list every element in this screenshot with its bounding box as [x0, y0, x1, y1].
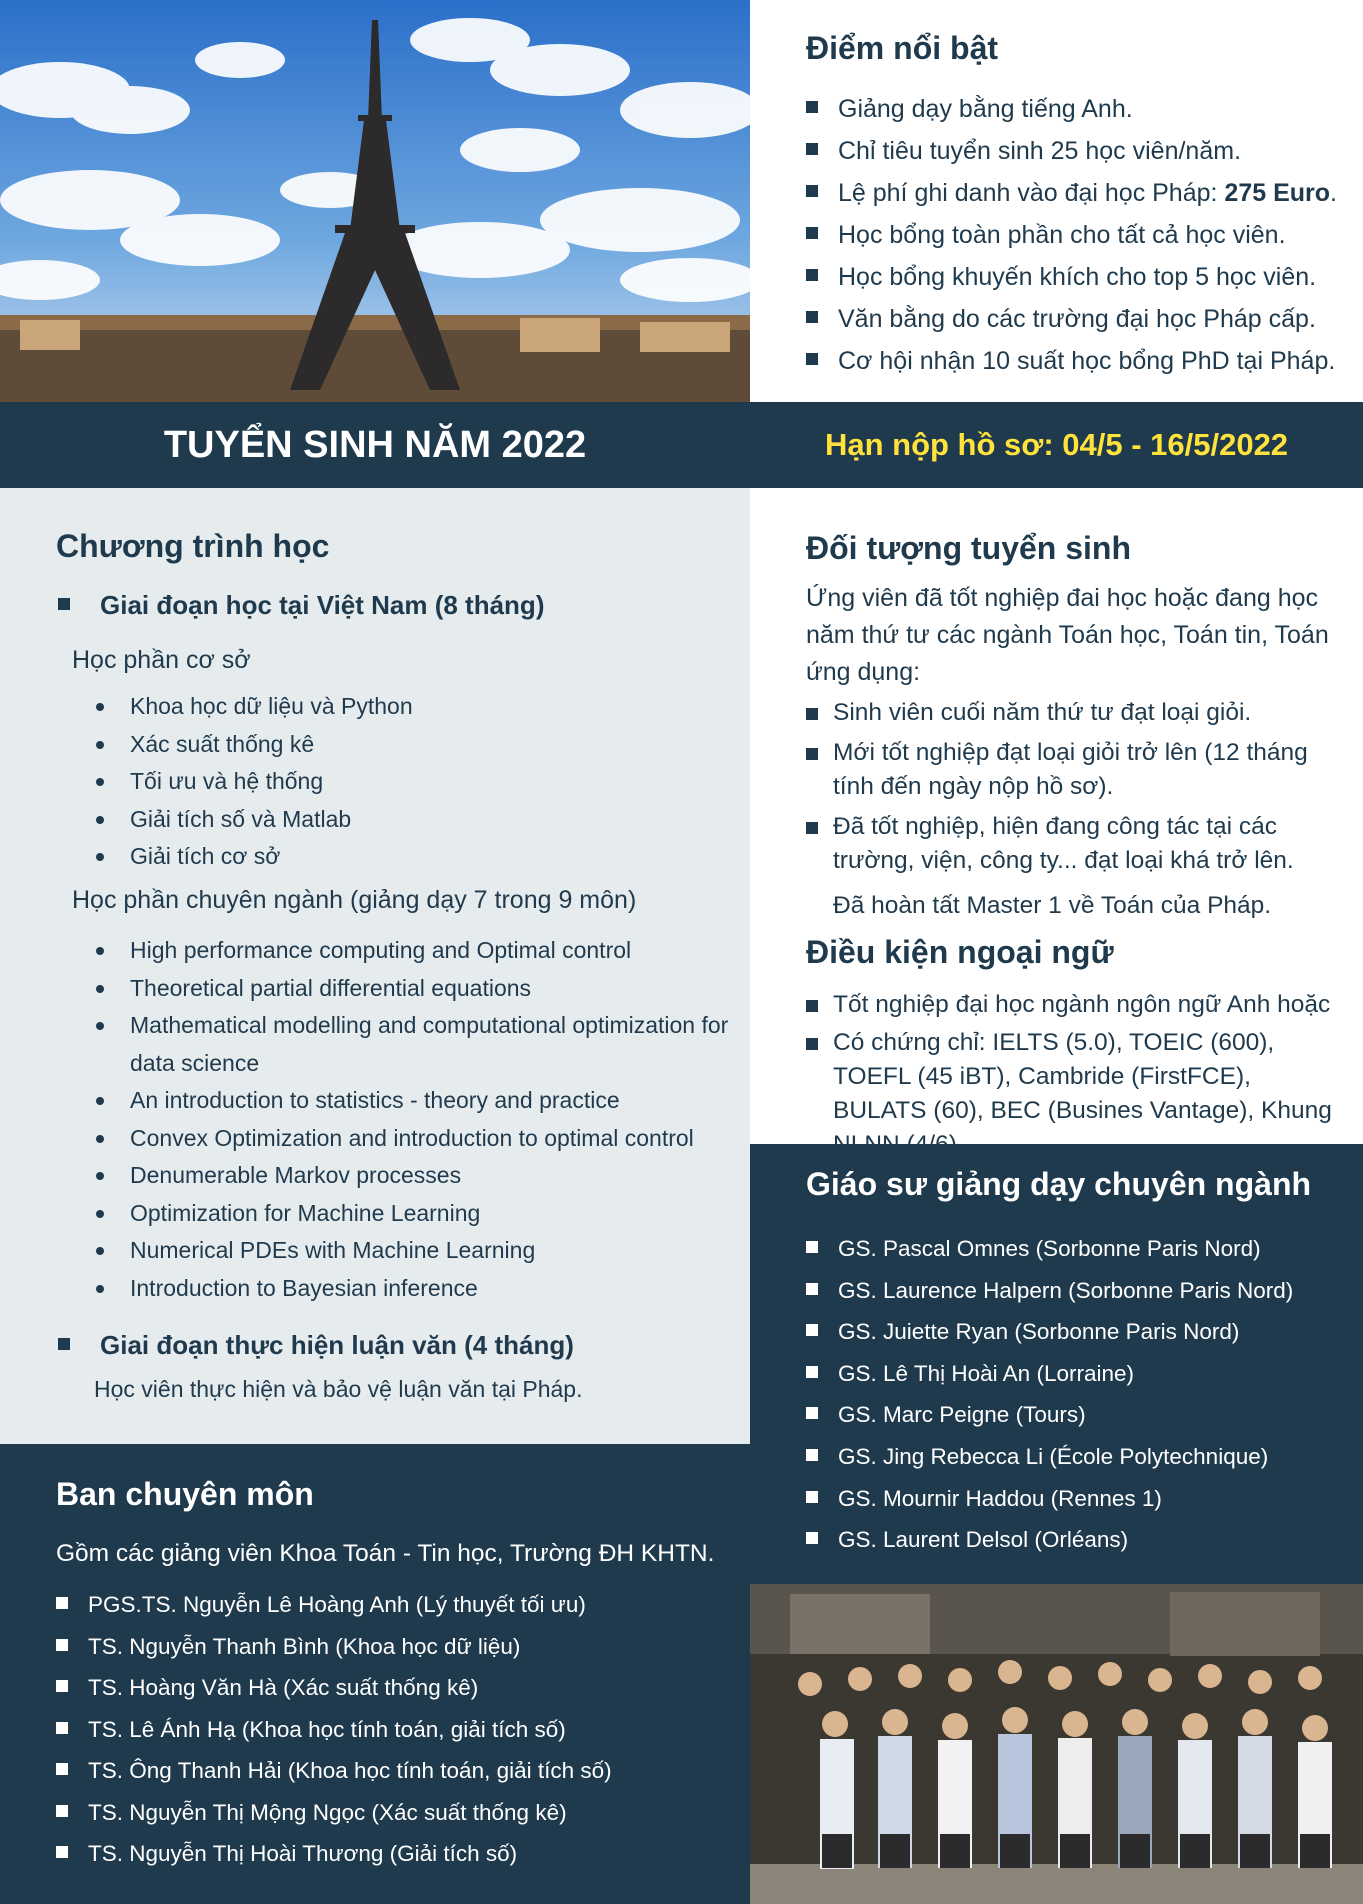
committee-list	[56, 1584, 612, 1875]
professor-item: GS. Laurent Delsol (Orléans)	[806, 1519, 1293, 1561]
course-item: Numerical PDEs with Machine Learning	[92, 1232, 742, 1270]
course-item: Denumerable Markov processes	[92, 1157, 742, 1195]
base-modules-heading: Học phần cơ sở	[72, 646, 251, 674]
committee-item: TS. Nguyễn Thị Hoài Thương (Giải tích số)	[56, 1833, 612, 1875]
professors-title: Giáo sư giảng dạy chuyên ngành	[806, 1166, 1312, 1202]
square-bullet-icon	[806, 1324, 818, 1336]
phase-2-heading: Giai đoạn thực hiện luận văn (4 tháng)	[58, 1330, 574, 1361]
curriculum-title: Chương trình học	[56, 528, 330, 564]
curriculum-section	[0, 488, 750, 1444]
square-bullet-icon	[806, 1283, 818, 1295]
square-bullet-icon	[806, 227, 818, 239]
square-bullet-icon	[806, 1449, 818, 1461]
professor-item: GS. Juiette Ryan (Sorbonne Paris Nord)	[806, 1311, 1293, 1353]
professors-list	[806, 1228, 1293, 1561]
banner-title: TUYỂN SINH NĂM 2022	[163, 424, 587, 466]
course-item: Giải tích số và Matlab	[92, 801, 742, 839]
committee-item: TS. Nguyễn Thị Mộng Ngọc (Xác suất thống kê)	[56, 1792, 612, 1834]
highlight-item: Học bổng khuyến khích cho top 5 học viên.	[806, 256, 1351, 298]
highlight-item: Chỉ tiêu tuyển sinh 25 học viên/năm.	[806, 130, 1351, 172]
square-bullet-icon	[806, 185, 818, 197]
square-bullet-icon	[806, 1038, 818, 1050]
language-item: Có chứng chỉ: IELTS (5.0), TOEIC (600), TOEFL (45 iBT), Cambride (FirstFCE), BULATS (60), BEC (Busines Vantage), Khung	[806, 1026, 1348, 1162]
square-bullet-icon	[56, 1597, 68, 1609]
course-item: Giải tích cơ sở	[92, 838, 742, 876]
professor-item: GS. Pascal Omnes (Sorbonne Paris Nord)	[806, 1228, 1293, 1270]
eligibility-item: Sinh viên cuối năm thứ tư đạt loại giỏi.	[806, 696, 1346, 730]
eligibility-item: Mới tốt nghiệp đạt loại giỏi trở lên (12 tháng tính đến ngày nộp hồ sơ).	[806, 736, 1346, 804]
highlight-item: Văn bằng do các trường đại học Pháp cấp.	[806, 298, 1351, 340]
professor-item: GS. Laurence Halpern (Sorbonne Paris Nord)	[806, 1270, 1293, 1312]
professor-item: GS. Lê Thị Hoài An (Lorraine)	[806, 1353, 1293, 1395]
professor-item: GS. Mournir Haddou (Rennes 1)	[806, 1478, 1293, 1520]
eligibility-extra: Đã hoàn tất Master 1 về Toán của Pháp.	[833, 892, 1272, 919]
professors-section	[750, 1144, 1363, 1584]
group-photo-illustration	[750, 1584, 1363, 1904]
square-bullet-icon	[56, 1722, 68, 1734]
highlight-item-fee: Lệ phí ghi danh vào đại học Pháp: 275 Euro.	[806, 172, 1351, 214]
square-bullet-icon	[806, 101, 818, 113]
language-title: Điều kiện ngoại ngữ	[806, 934, 1114, 970]
square-bullet-icon	[806, 353, 818, 365]
course-item: Mathematical modelling and computational optimization for data science	[92, 1007, 742, 1082]
banner-deadline: Hạn nộp hồ sơ: 04/5 - 16/5/2022	[824, 427, 1289, 462]
square-bullet-icon	[806, 1000, 818, 1012]
square-bullet-icon	[806, 311, 818, 323]
group-photo	[750, 1584, 1363, 1904]
course-item: Theoretical partial differential equations	[92, 970, 742, 1008]
square-bullet-icon	[58, 1338, 70, 1350]
square-bullet-icon	[56, 1846, 68, 1858]
committee-intro: Gồm các giảng viên Khoa Toán - Tin học, Trường ĐH KHTN.	[56, 1540, 715, 1567]
course-item: Introduction to Bayesian inference	[92, 1270, 742, 1308]
square-bullet-icon	[806, 143, 818, 155]
square-bullet-icon	[806, 1407, 818, 1419]
language-item: Tốt nghiệp đại học ngành ngôn ngữ Anh hoặc	[806, 988, 1348, 1022]
admission-banner	[0, 402, 1363, 488]
eligibility-title: Đối tượng tuyển sinh	[806, 530, 1132, 566]
square-bullet-icon	[806, 1532, 818, 1544]
base-courses-list	[92, 688, 742, 876]
square-bullet-icon	[806, 1241, 818, 1253]
professor-item: GS. Marc Peigne (Tours)	[806, 1394, 1293, 1436]
square-bullet-icon	[806, 1491, 818, 1503]
major-modules-heading: Học phần chuyên ngành (giảng dạy 7 trong 9 môn)	[72, 886, 637, 914]
square-bullet-icon	[56, 1763, 68, 1775]
committee-item: TS. Nguyễn Thanh Bình (Khoa học dữ liệu)	[56, 1626, 612, 1668]
course-item: Optimization for Machine Learning	[92, 1195, 742, 1233]
square-bullet-icon	[806, 822, 818, 834]
course-item: Tối ưu và hệ thống	[92, 763, 742, 801]
course-item: High performance computing and Optimal control	[92, 932, 742, 970]
eiffel-tower-illustration	[0, 0, 750, 402]
square-bullet-icon	[806, 748, 818, 760]
square-bullet-icon	[806, 1366, 818, 1378]
committee-item: PGS.TS. Nguyễn Lê Hoàng Anh (Lý thuyết tối ưu)	[56, 1584, 612, 1626]
highlights-section	[750, 0, 1363, 402]
square-bullet-icon	[806, 269, 818, 281]
eligibility-list	[806, 696, 1346, 878]
committee-item: TS. Lê Ánh Hạ (Khoa học tính toán, giải tích số)	[56, 1709, 612, 1751]
course-item: Khoa học dữ liệu và Python	[92, 688, 742, 726]
eiffel-tower-photo	[0, 0, 750, 402]
committee-item: TS. Ông Thanh Hải (Khoa học tính toán, giải tích số)	[56, 1750, 612, 1792]
fee-value: 275 Euro	[1224, 179, 1331, 207]
highlight-item: Cơ hội nhận 10 suất học bổng PhD tại Pháp.	[806, 340, 1351, 382]
course-item: An introduction to statistics - theory and practice	[92, 1082, 742, 1120]
square-bullet-icon	[56, 1639, 68, 1651]
phase-2-description: Học viên thực hiện và bảo vệ luận văn tại Pháp.	[94, 1376, 583, 1402]
square-bullet-icon	[56, 1805, 68, 1817]
eligibility-section	[750, 488, 1363, 1144]
square-bullet-icon	[56, 1680, 68, 1692]
square-bullet-icon	[58, 598, 70, 610]
course-item: Convex Optimization and introduction to optimal control	[92, 1120, 742, 1158]
eligibility-item: Đã tốt nghiệp, hiện đang công tác tại các trường, viện, công ty... đạt loại khá trở lên.	[806, 810, 1346, 878]
square-bullet-icon	[806, 708, 818, 720]
eligibility-intro: Ứng viên đã tốt nghiệp đai học hoặc đang học năm thứ tư các ngành Toán học, Toán tin, Toán ứng dụng:	[806, 584, 1329, 686]
committee-item: TS. Hoàng Văn Hà (Xác suất thống kê)	[56, 1667, 612, 1709]
highlights-list	[806, 88, 1351, 382]
committee-section	[0, 1444, 750, 1904]
professor-item: GS. Jing Rebecca Li (École Polytechnique)	[806, 1436, 1293, 1478]
highlight-item: Giảng dạy bằng tiếng Anh.	[806, 88, 1351, 130]
course-item: Xác suất thống kê	[92, 726, 742, 764]
language-list	[806, 988, 1348, 1162]
major-courses-list	[92, 932, 742, 1307]
highlight-item: Học bổng toàn phần cho tất cả học viên.	[806, 214, 1351, 256]
committee-title: Ban chuyên môn	[56, 1476, 314, 1512]
phase-1-heading: Giai đoạn học tại Việt Nam (8 tháng)	[58, 590, 544, 621]
highlights-title: Điểm nổi bật	[806, 30, 999, 66]
